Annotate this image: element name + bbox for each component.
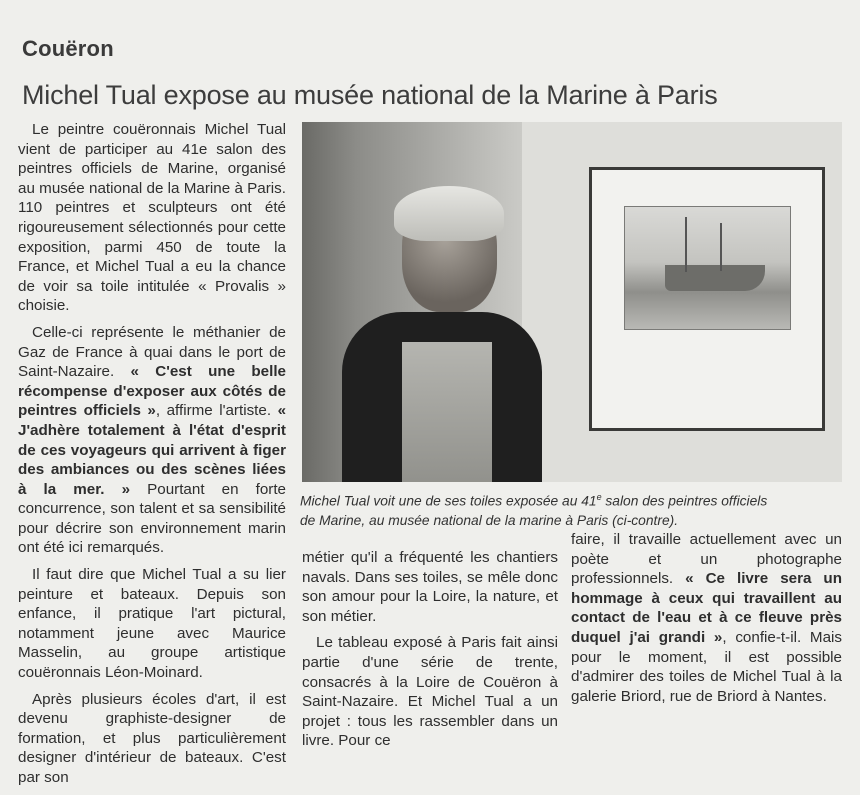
quote-adhere: « J'adhère totalement à l'état d'esprit de ces voyageurs qui arrivent à figer des ambiances ou des scènes liées à la mer. »: [18, 402, 287, 498]
caption-superscript: e: [596, 492, 602, 502]
photo-caption: [300, 488, 845, 530]
text-run: , confie-t-il. Mais pour le moment, il est possible d'admirer des toiles de Michel Tual à la galerie Briord, rue de Briord à Nantes.: [571, 628, 842, 705]
photo-painting-mast: [685, 217, 687, 272]
section-kicker: Couëron: [22, 36, 114, 61]
article-column-1: [18, 120, 286, 795]
photo-painting-ship: [665, 265, 765, 291]
text-run: Pourtant en forte concurrence, son talent et sa sensibilité pour décrire son environnement marin ont été ici remarqués.: [18, 480, 286, 557]
text-run: Celle-ci représente le méthanier de Gaz de France à quai dans le port de Saint-Nazaire.: [18, 323, 286, 381]
photo-artist: [342, 192, 542, 482]
photo-framed-painting: [589, 167, 825, 431]
article-column-3: [571, 530, 842, 713]
paragraph-painting: [18, 323, 286, 558]
caption-text: Michel Tual voit une de ses toiles exposée au 41: [300, 493, 597, 509]
paragraph-background: Il faut dire que Michel Tual a su lier peinture et bateaux. Depuis son enfance, il pratique l'art pictural, notamment jeune avec Maurice Masselin, au groupe artistique couëronnais Léon-Moinard.: [18, 566, 286, 682]
text-run: , affirme l'artiste.: [155, 402, 278, 420]
article-photo: [302, 122, 842, 482]
photo-painting-mast: [720, 223, 722, 271]
photo-painting-canvas: [624, 206, 791, 330]
quote-recompense: « C'est une belle récompense d'exposer aux côtés de peintres officiels »: [18, 363, 286, 420]
paragraph-series: Le tableau exposé à Paris fait ainsi partie d'une série de trente, consacrés à la Loire de Couëron à Saint-Nazaire. Et Michel Tual a un projet : tous les rassembler dans un livre. Pour ce: [302, 634, 558, 750]
photo-artist-shirt: [402, 342, 492, 482]
article-column-2: [302, 548, 558, 758]
caption-line-1: [300, 488, 845, 511]
text-run: faire, il travaille actuellement avec un poète et un photographe professionnels.: [571, 531, 842, 588]
paragraph-trade: métier qu'il a fréquenté les chantiers navals. Dans ses toiles, se mêle donc son amour pour la Loire, la nature, et son métier.: [302, 549, 558, 625]
article-headline: Michel Tual expose au musée national de la Marine à Paris: [22, 80, 718, 110]
paragraph-education: Après plusieurs écoles d'art, il est devenu graphiste-designer de formation, et plus particulièrement designer d'intérieur de bateaux. C'est par son: [18, 690, 286, 786]
photo-artist-hair: [394, 186, 504, 241]
paragraph-book: [571, 530, 842, 706]
quote-hommage: « Ce livre sera un hommage à ceux qui travaillent au contact de l'eau et à ce fleuve près duquel j'ai grandi »: [571, 570, 842, 646]
caption-line-2: de Marine, au musée national de la marine à Paris (ci-contre).: [300, 512, 679, 528]
caption-text: salon des peintres officiels: [601, 493, 768, 509]
paragraph-intro: Le peintre couëronnais Michel Tual vient de participer au 41e salon des peintres officiels de Marine, organisé au musée national de la Marine à Paris. 110 peintres et sculpteurs ont été rigoureusement sélectionnés pour cette exposition, parmi 450 de toute la France, et Michel Tual a eu la chance de voir sa toile intitulée « Provalis » choisie.: [18, 121, 286, 315]
